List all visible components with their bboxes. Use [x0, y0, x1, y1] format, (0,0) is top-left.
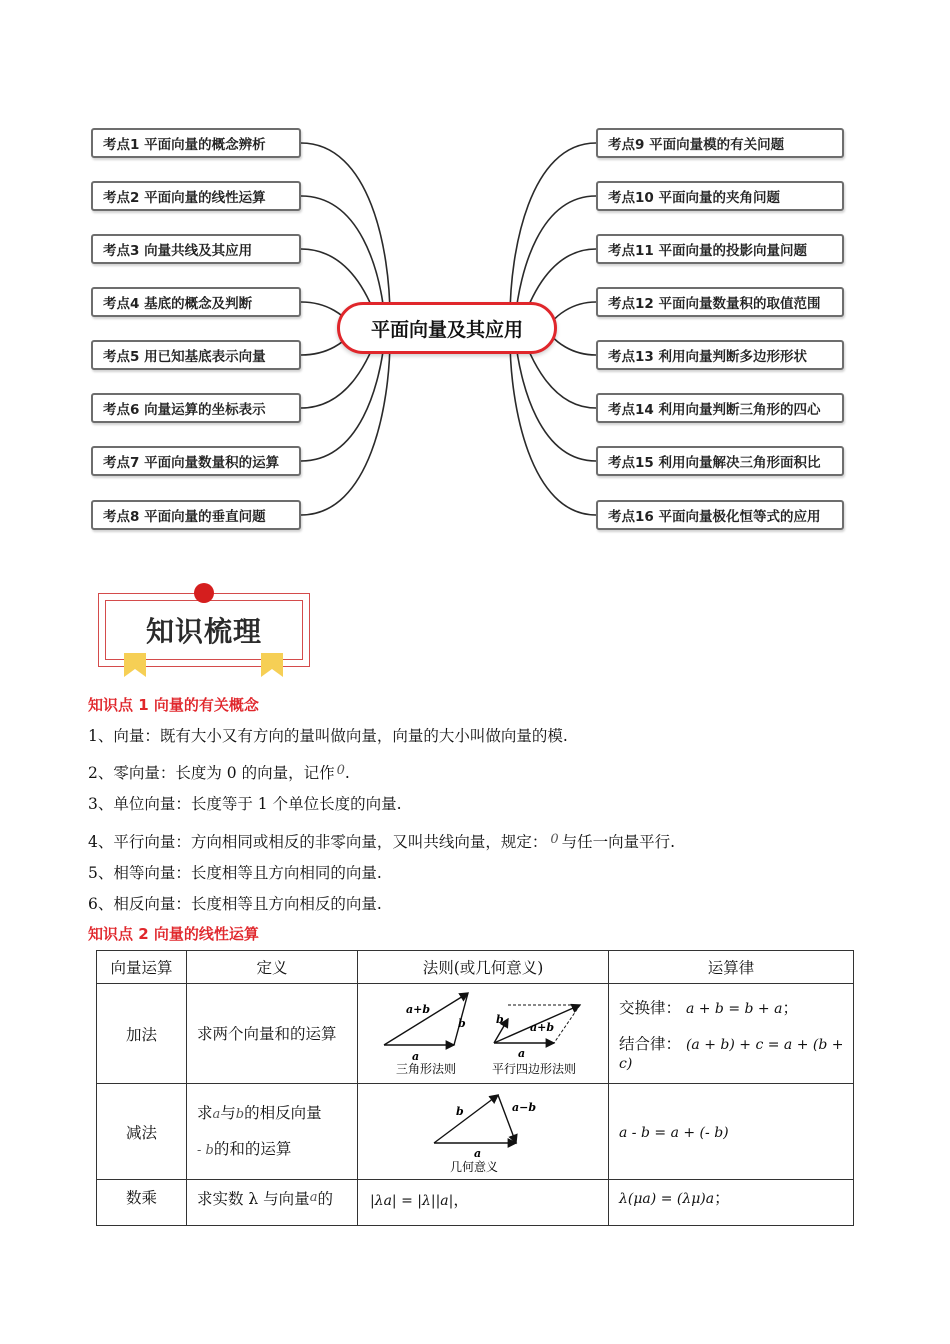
law-commutative-formula: a + b = b + a: [685, 1000, 783, 1017]
mind-map-center: 平面向量及其应用: [337, 302, 557, 354]
header-laws: 运算律: [609, 951, 854, 984]
kp1-line-4-end: 与任一向量平行.: [561, 833, 676, 851]
connector-right-8: [510, 338, 596, 515]
def-subtraction-line1: [197, 1096, 357, 1132]
tri-caption: 三角形法则: [396, 1061, 457, 1076]
law-associative-formula: (a + b) + c = a + (b + c): [619, 1036, 844, 1072]
op-addition: 加法: [97, 984, 187, 1084]
law-scalar-end: ；: [714, 1189, 730, 1207]
topic-10: 考点10 平面向量的夹角问题: [596, 181, 844, 211]
tri-label-b: b: [458, 1016, 466, 1030]
banner-pin-icon: [194, 583, 214, 603]
kp1-line-4: [88, 830, 675, 852]
table-header-row: [97, 951, 854, 984]
para-label-b: b: [496, 1012, 504, 1026]
table-row-addition: [97, 984, 854, 1084]
rule-addition: [358, 984, 609, 1084]
laws-scalar: [609, 1180, 854, 1226]
law-commutative-label: 交换律：: [619, 998, 682, 1017]
section-banner: [98, 583, 312, 683]
table-row-subtraction: [97, 1084, 854, 1180]
para-caption: 平行四边形法则: [492, 1061, 577, 1076]
connector-left-1: [301, 143, 390, 318]
kp1-line-5: 5、相等向量：长度相等且方向相同的向量.: [88, 864, 382, 882]
def-subtraction-line2: [197, 1132, 357, 1168]
topic-4: 考点4 基底的概念及判断: [91, 287, 301, 317]
zero-vector-symbol: 0: [336, 763, 345, 778]
kp2-title: 知识点 2 向量的线性运算: [88, 925, 259, 943]
ribbon-left-icon: [124, 653, 146, 677]
kp1-line-1: 1、向量：既有大小又有方向的量叫做向量，向量的大小叫做向量的模.: [88, 727, 568, 745]
ribbon-right-icon: [261, 653, 283, 677]
laws-addition: [609, 984, 854, 1084]
kp1-line-6: 6、相反向量：长度相等且方向相反的向量.: [88, 895, 382, 913]
topic-9: 考点9 平面向量模的有关问题: [596, 128, 844, 158]
connector-right-4: [552, 302, 596, 322]
def-scalar-text-1: 求实数 λ 与向量: [197, 1190, 310, 1208]
header-operation: 向量运算: [97, 951, 187, 984]
kp1-title: 知识点 1 向量的有关概念: [88, 696, 259, 714]
kp1-line-2-text: 2、零向量：长度为 0 的向量，记作: [88, 764, 335, 782]
mind-map-connectors: [0, 0, 950, 560]
def-sub-text-1: 求: [197, 1103, 213, 1122]
def-subtraction: [187, 1084, 358, 1180]
sub-caption: 几何意义: [450, 1159, 499, 1174]
subtraction-diagram: [358, 1085, 608, 1179]
table-row-scalar: [97, 1180, 854, 1226]
topic-5: 考点5 用已知基底表示向量: [91, 340, 301, 370]
connector-right-7: [515, 336, 596, 461]
law-associative: [619, 1032, 853, 1072]
topic-15: 考点15 利用向量解决三角形面积比: [596, 446, 844, 476]
tri-label-ab: a+b: [406, 1002, 431, 1016]
zero-vector-symbol-2: 0: [550, 832, 559, 847]
topic-1: 考点1 平面向量的概念辨析: [91, 128, 301, 158]
kp1-line-4-text: 4、平行向量：方向相同或相反的非零向量，又叫共线向量，规定：: [88, 833, 548, 851]
topic-7: 考点7 平面向量数量积的运算: [91, 446, 301, 476]
def-scalar-var-a: a: [309, 1190, 318, 1205]
def-sub-text-3: 的相反向量: [244, 1103, 322, 1122]
sub-vector-b: [434, 1095, 498, 1143]
mind-map: [0, 0, 950, 560]
sub-label-b: b: [456, 1104, 464, 1118]
def-scalar-text-2: 的: [317, 1190, 333, 1208]
para-label-ab: a+b: [530, 1020, 555, 1034]
para-label-a: a: [518, 1046, 526, 1060]
def-sub-var-b: b: [235, 1106, 245, 1122]
header-definition: 定义: [187, 951, 358, 984]
rule-scalar: [358, 1180, 609, 1226]
sub-label-a: a: [474, 1146, 482, 1160]
topic-14: 考点14 利用向量判断三角形的四心: [596, 393, 844, 423]
law-subtraction-formula: a - b = a + (- b): [619, 1124, 729, 1141]
header-rule: 法则(或几何意义): [358, 951, 609, 984]
topic-16: 考点16 平面向量极化恒等式的应用: [596, 500, 844, 530]
connector-left-8: [301, 338, 390, 515]
rule-scalar-formula: |λa| = |λ||a|: [370, 1193, 454, 1209]
law-commutative: [619, 996, 853, 1018]
laws-subtraction: [609, 1084, 854, 1180]
law-scalar-formula: λ(μa) = (λμ)a: [619, 1191, 715, 1207]
def-addition: 求两个向量和的运算: [187, 984, 358, 1084]
connector-right-1: [510, 143, 596, 318]
topic-13: 考点13 利用向量判断多边形形状: [596, 340, 844, 370]
kp1-line-2-end: .: [344, 764, 350, 782]
topic-3: 考点3 向量共线及其应用: [91, 234, 301, 264]
topic-11: 考点11 平面向量的投影向量问题: [596, 234, 844, 264]
def-sub-var-negb: - b: [197, 1142, 214, 1158]
topic-6: 考点6 向量运算的坐标表示: [91, 393, 301, 423]
rule-subtraction: [358, 1084, 609, 1180]
def-sub-text-2: 与: [220, 1103, 236, 1122]
kp1-line-3: 3、单位向量：长度等于 1 个单位长度的向量.: [88, 795, 402, 813]
law-associative-label: 结合律：: [619, 1034, 682, 1053]
kp1-line-2: [88, 761, 350, 783]
topic-2: 考点2 平面向量的线性运算: [91, 181, 301, 211]
sub-label-amb: a−b: [512, 1100, 537, 1114]
linear-operations-table: [96, 950, 854, 1226]
tri-label-a: a: [412, 1049, 420, 1063]
law-commutative-end: ；: [782, 998, 798, 1017]
rule-scalar-end: ，: [453, 1191, 469, 1209]
op-scalar: 数乘: [97, 1180, 187, 1226]
banner-title: 知识梳理: [105, 600, 303, 660]
addition-diagram: [358, 985, 608, 1083]
op-subtraction: 减法: [97, 1084, 187, 1180]
def-sub-var-a: a: [212, 1106, 221, 1122]
connector-right-5: [552, 336, 596, 355]
topic-8: 考点8 平面向量的垂直问题: [91, 500, 301, 530]
def-scalar: [187, 1180, 358, 1226]
def-sub-text-4: 的和的运算: [213, 1139, 292, 1158]
topic-12: 考点12 平面向量数量积的取值范围: [596, 287, 844, 317]
